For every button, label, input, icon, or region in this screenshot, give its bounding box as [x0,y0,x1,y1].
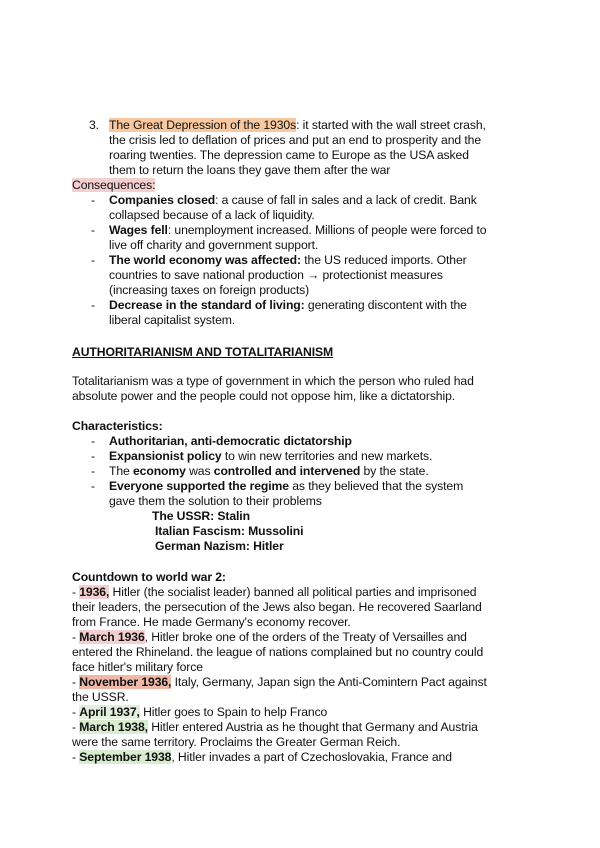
bullet-dash: - [91,434,95,448]
consequence-item-cont: (increasing taxes on foreign products) [109,283,310,297]
event-march-1936-cont: entered the Rhineland. the league of nations complained but no country could [72,645,484,659]
regime-italy: Italian Fascism: Mussolini [155,524,304,538]
event-november-1936: - November 1936, Italy, Germany, Japan sign the Anti-Comintern Pact against [72,675,487,689]
consequence-item-cont: countries to save national production → protectionist measures [109,268,443,282]
bullet-dash: - [91,193,95,207]
item3-line2: the crisis led to deflation of prices and put an end to prosperity and the [109,133,482,147]
intro-line2: absolute power and the people could not oppose him, like a dictatorship. [72,389,456,403]
great-depression-title: The Great Depression of the 1930s [109,118,297,132]
event-november-1936-cont: the USSR. [72,690,129,704]
intro-line1: Totalitarianism was a type of government in which the person who ruled had [72,374,474,388]
characteristics-label: Characteristics: [72,419,163,433]
bullet-dash: - [91,298,95,312]
event-march-1936-cont: face hitler's military force [72,660,203,674]
event-march-1938-cont: were the same territory. Proclaims the Greater German Reich. [72,735,401,749]
characteristic-item: Everyone supported the regime as they believed that the system [109,479,464,493]
consequence-item: Companies closed: a cause of fall in sales and a lack of credit. Bank [109,193,477,207]
event-1936-cont: their leaders, the persecution of the Jews also began. He recovered Saarland [72,600,482,614]
item3-line1: The Great Depression of the 1930s: it started with the wall street crash, [109,118,486,132]
event-march-1936: - March 1936, Hitler broke one of the orders of the Treaty of Versailles and [72,630,467,644]
bullet-dash: - [91,464,95,478]
bullet-dash: - [91,253,95,267]
bullet-dash: - [91,449,95,463]
bullet-dash: - [91,479,95,493]
consequence-item-cont: collapsed because of a lack of liquidity. [109,208,315,222]
item3-line3: roaring twenties. The depression came to Europe as the USA asked [109,148,469,162]
consequence-item-cont: live off charity and government support. [109,238,319,252]
consequence-item: Wages fell: unemployment increased. Millions of people were forced to [109,223,487,237]
characteristic-item: Expansionist policy to win new territories and new markets. [109,449,433,463]
consequence-item-cont: liberal capitalist system. [109,313,236,327]
event-1936-cont: from France. He made Germany's economy recover. [72,615,351,629]
characteristic-item: Authoritarian, anti-democratic dictatorship [109,434,352,448]
item3-line4: them to return the loans they gave them after the war [109,163,391,177]
event-april-1937: - April 1937, Hitler goes to Spain to help Franco [72,705,328,719]
event-march-1938: - March 1938, Hitler entered Austria as he thought that Germany and Austria [72,720,478,734]
consequence-item: The world economy was affected: the US reduced imports. Other [109,253,467,267]
regime-germany: German Nazism: Hitler [155,539,284,553]
consequences-label: Consequences: [72,178,156,192]
section-heading: AUTHORITARIANISM AND TOTALITARIANISM [72,345,334,359]
consequence-item: Decrease in the standard of living: generating discontent with the [109,298,467,312]
countdown-label: Countdown to world war 2: [72,570,226,584]
characteristic-item: The economy was controlled and intervened by the state. [109,464,429,478]
list-number: 3. [89,118,99,132]
characteristic-item-cont: gave them the solution to their problems [109,494,322,508]
bullet-dash: - [91,223,95,237]
regime-ussr: The USSR: Stalin [152,509,250,523]
event-september-1938: - September 1938, Hitler invades a part of Czechoslovakia, France and [72,750,452,764]
event-1936: - 1936, Hitler (the socialist leader) banned all political parties and imprisoned [72,585,477,599]
